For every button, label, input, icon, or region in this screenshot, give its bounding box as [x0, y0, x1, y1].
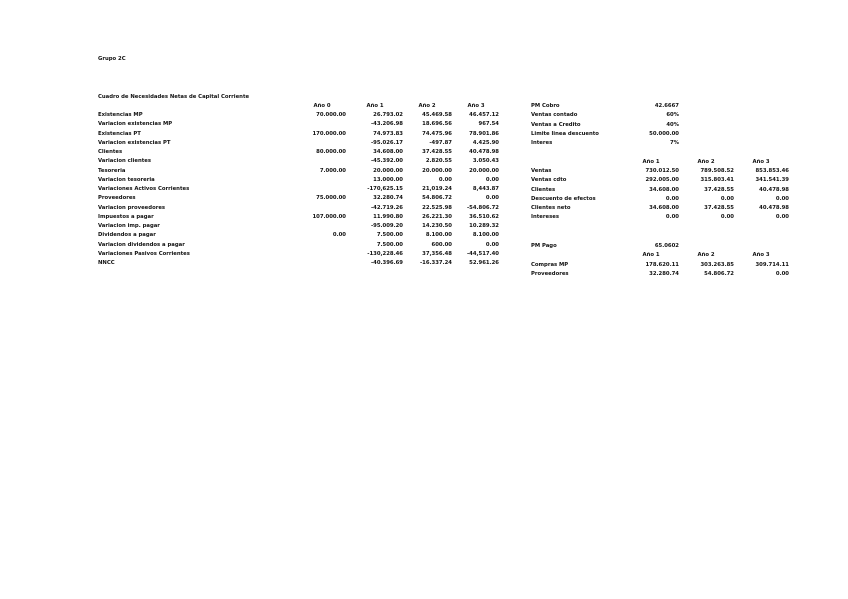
column-header: Año 3 — [752, 252, 770, 258]
column-header: Año 3 — [752, 159, 770, 165]
row-label: Variaciones Activos Corrientes — [98, 186, 190, 192]
cell-value: 0.00 — [775, 214, 789, 221]
cell-value: -42.719.26 — [370, 204, 403, 211]
column-header: Año 1 — [366, 103, 384, 109]
cell-value: 0.00 — [775, 195, 789, 202]
row-label: Descuento de efectos — [531, 195, 596, 202]
row-label: Variacion existencias PT — [98, 139, 171, 146]
group-label: Grupo 2C — [98, 56, 126, 62]
param-value: 60% — [666, 112, 679, 119]
row-label: Variacion existencias MP — [98, 121, 173, 128]
cell-value: -170,625.15 — [367, 186, 403, 192]
cell-value: 8.100.00 — [472, 232, 499, 239]
cell-value: 0.00 — [485, 195, 499, 202]
cell-value: 13.000.00 — [373, 176, 403, 183]
cell-value: 853.853.46 — [755, 168, 789, 174]
row-label: Dividendos a pagar — [98, 232, 156, 239]
row-label: Compras MP — [531, 262, 569, 268]
cell-value: -45.392.00 — [370, 158, 403, 165]
cell-value: 32.280.74 — [649, 271, 679, 278]
cell-value: 21,019.24 — [422, 186, 452, 192]
column-header: Año 1 — [642, 252, 660, 258]
row-label: Variacion tesoreria — [98, 176, 155, 183]
cell-value: 967.54 — [478, 121, 499, 128]
cell-value: 46.457.12 — [469, 112, 499, 118]
cell-value: 11.990.80 — [373, 213, 403, 220]
column-header: Año 3 — [467, 103, 485, 109]
param-label: Ventas a Credito — [531, 121, 581, 128]
row-label: Variaciones Pasivos Corrientes — [98, 250, 190, 257]
param-value: 7% — [670, 140, 679, 146]
cell-value: 18.696.56 — [422, 121, 452, 128]
cell-value: 0.00 — [485, 176, 499, 183]
cell-value: 178.620.11 — [645, 262, 679, 268]
cell-value: 45.469.58 — [422, 112, 452, 118]
row-label: Ventas cdto — [531, 177, 567, 184]
cell-value: 0.00 — [665, 214, 679, 221]
cell-value: 40.478.98 — [469, 149, 499, 155]
cell-value: 74.973.83 — [373, 130, 403, 137]
row-label: Proveedores — [98, 195, 136, 202]
column-header: Año 2 — [418, 103, 436, 109]
cell-value: 78.901.86 — [469, 130, 499, 137]
cell-value: 8,443.87 — [472, 186, 499, 192]
cell-value: 74.475.96 — [422, 130, 452, 137]
cell-value: 34.608.00 — [649, 205, 679, 211]
row-label: Variacion dividendos a pagar — [98, 241, 185, 248]
cell-value: 3.050.43 — [472, 158, 499, 165]
cell-value: -95.026.17 — [370, 139, 403, 146]
cell-value: 75.000.00 — [316, 195, 346, 202]
cell-value: 14.230.50 — [422, 223, 452, 229]
cell-value: 52.961.26 — [469, 260, 499, 266]
param-value: 42.6667 — [654, 103, 679, 109]
cell-value: 26.221.30 — [422, 213, 452, 220]
cell-value: 37.428.55 — [704, 186, 734, 193]
cell-value: 303.263.85 — [700, 262, 734, 268]
cell-value: -497.87 — [429, 139, 452, 146]
sheet-title: Cuadro de Necesidades Netas de Capital Corriente — [98, 94, 250, 100]
column-header: Año 2 — [697, 159, 715, 165]
cell-value: -16.337.24 — [419, 260, 452, 266]
param-value: 50.000.00 — [649, 130, 679, 137]
row-label: Intereses — [531, 214, 559, 221]
row-label: Proveedores — [531, 271, 569, 278]
param-label: Ventas contado — [531, 112, 578, 119]
cell-value: 292.005.00 — [645, 177, 679, 184]
cell-value: 0.00 — [720, 195, 734, 202]
param-label: PM Cobro — [531, 103, 560, 109]
cell-value: 20.000.00 — [469, 167, 499, 174]
cell-value: 315.803.41 — [700, 177, 734, 184]
cell-value: 0.00 — [720, 214, 734, 221]
column-header: Año 0 — [313, 103, 331, 109]
cell-value: -95.009.20 — [370, 223, 403, 229]
cell-value: 730.012.50 — [645, 168, 679, 174]
cell-value: 0.00 — [438, 176, 452, 183]
cell-value: 37.428.55 — [704, 205, 734, 211]
row-label: Variacion proveedores — [98, 204, 166, 211]
param-label: Limite linea descuento — [531, 130, 599, 137]
cell-value: -40.396.69 — [370, 260, 403, 266]
row-label: Clientes — [531, 186, 556, 193]
row-label: Tesoreria — [98, 167, 126, 174]
cell-value: 54.806.72 — [422, 195, 452, 202]
cell-value: 36.510.62 — [469, 213, 499, 220]
row-label: NNCC — [98, 260, 115, 266]
cell-value: 20.000.00 — [373, 167, 403, 174]
cell-value: 80.000.00 — [316, 149, 346, 155]
param-value: 65.0602 — [654, 243, 679, 249]
cell-value: 0.00 — [332, 232, 346, 239]
row-label: Existencias MP — [98, 112, 143, 118]
cell-value: 2.820.55 — [425, 158, 452, 165]
cell-value: 8.100.00 — [425, 232, 452, 239]
cell-value: -54.806.72 — [466, 204, 499, 211]
cell-value: 600.00 — [431, 241, 452, 248]
column-header: Año 1 — [642, 159, 660, 165]
cell-value: 40.478.98 — [759, 205, 789, 211]
cell-value: 37,356.48 — [422, 250, 452, 257]
cell-value: -130,228.46 — [367, 250, 403, 257]
row-label: Existencias PT — [98, 130, 141, 137]
cell-value: 0.00 — [665, 195, 679, 202]
cell-value: 7.500.00 — [376, 232, 403, 239]
cell-value: 7.500.00 — [376, 241, 403, 248]
param-label: Interes — [531, 140, 553, 146]
param-label: PM Pago — [531, 243, 557, 249]
row-label: Variacion imp. pagar — [98, 223, 160, 229]
cell-value: 34.608.00 — [649, 186, 679, 193]
cell-value: -44,517.40 — [466, 250, 499, 257]
cell-value: 40.478.98 — [759, 186, 789, 193]
cell-value: -43.206.98 — [370, 121, 403, 128]
column-header: Año 2 — [697, 252, 715, 258]
cell-value: 7.000.00 — [319, 167, 346, 174]
cell-value: 10.289.32 — [469, 223, 499, 229]
cell-value: 22.525.98 — [422, 204, 452, 211]
row-label: Clientes neto — [531, 205, 571, 211]
cell-value: 20.000.00 — [422, 167, 452, 174]
row-label: Variacion clientes — [98, 158, 152, 165]
row-label: Impuestos a pagar — [98, 213, 154, 220]
cell-value: 170.000.00 — [312, 130, 346, 137]
cell-value: 789.508.52 — [700, 168, 734, 174]
cell-value: 0.00 — [485, 241, 499, 248]
cell-value: 4.425.90 — [472, 139, 499, 146]
cell-value: 54.806.72 — [704, 271, 734, 278]
cell-value: 26.793.02 — [373, 112, 403, 118]
param-value: 40% — [666, 121, 679, 128]
cell-value: 70.000.00 — [316, 112, 346, 118]
cell-value: 341.541.39 — [755, 177, 789, 184]
cell-value: 309.714.11 — [755, 262, 789, 268]
cell-value: 32.280.74 — [373, 195, 403, 202]
cell-value: 34.608.00 — [373, 149, 403, 155]
cell-value: 107.000.00 — [312, 213, 346, 220]
row-label: Clientes — [98, 149, 123, 155]
cell-value: 0.00 — [775, 271, 789, 278]
row-label: Ventas — [531, 168, 552, 174]
cell-value: 37.428.55 — [422, 149, 452, 155]
